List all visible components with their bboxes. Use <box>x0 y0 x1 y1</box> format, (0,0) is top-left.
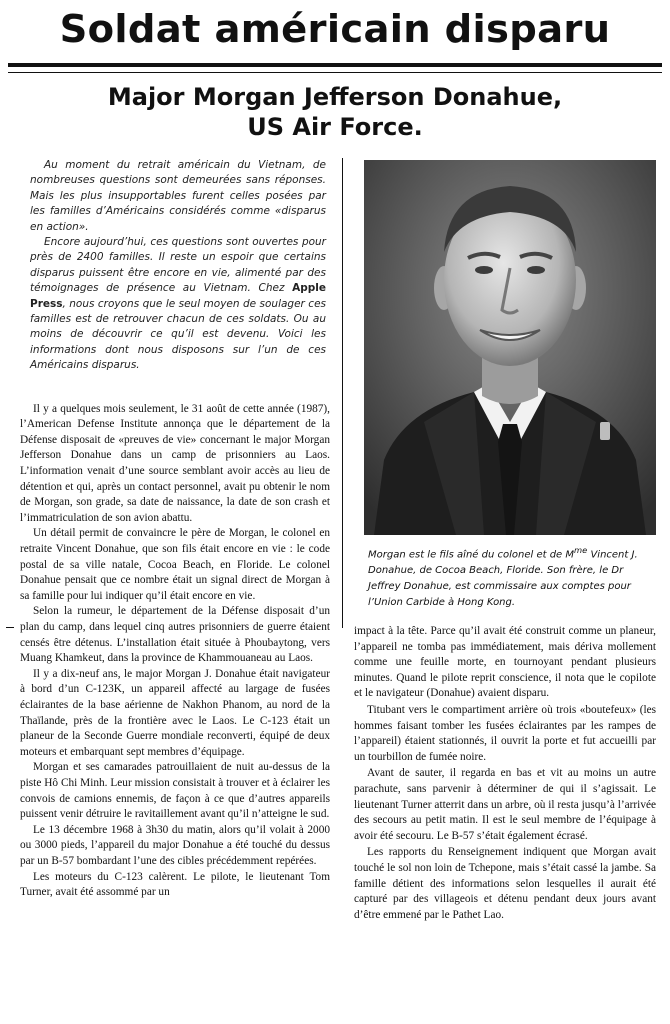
column-divider <box>342 158 343 628</box>
article-paragraph: Il y a quelques mois seulement, le 31 août de cette année (1987), l’American Defense Institute annonça que le département de la Défense disposait de «preuves de vie» concernant le major Morgan Jefferson Donahue dans un camp de prisonniers au Laos. L’information venait d’une source semblant avoir accès au lieu de détention et qui, après un contact personnel, avait pu obtenir le nom de Morgan, son grade, sa date de naissance, la date de son crash et l’immatriculation de son avion abattu. <box>20 402 330 524</box>
left-column <box>20 158 330 901</box>
brand-name: Apple Press <box>30 282 326 310</box>
caption-end: Vincent J. Donahue, de Cocoa Beach, Floride. Son frère, le Dr Jeffrey Donahue, est commissaire aux comptes pour l’Union Carbide à Hong Kong. <box>368 549 638 609</box>
article-paragraph: Selon la rumeur, le département de la Défense disposait d’un plan du camp, dans lequel cinq autres prisonniers de guerre étaient censés être détenus. L’installation était située à Phoubaytong, vers Muang Khamkeut, dans la province de Khammouaneau au Laos. <box>20 605 330 665</box>
article-paragraph: Un détail permit de convaincre le père de Morgan, le colonel en retraite Vincent Donahue, que son fils était encore en vie : le code postal de sa ville natale, Cocoa Beach, en Floride. Le colonel Donahue pensait que ce nombre était un signal direct de Morgan à sa famille pour lui indiquer qu’il était encore en vie. <box>20 527 330 602</box>
article-paragraph: Il y a dix-neuf ans, le major Morgan J. Donahue était navigateur à bord d’un C-123K, un appareil affecté au largage de fusées éclairantes de la base aérienne de Nakhon Phanom, au nord de la Thaïlande, près de la frontière avec le Laos. Le C-123 était un planeur de la Seconde Guerre mondiale reconverti, équipé de deux moteurs et embarquant sept membres d’équipage. <box>20 667 330 758</box>
intro-p2-start: Encore aujourd’hui, ces questions sont ouvertes pour près de 2400 familles. Il reste un espoir que certains disparus puissent être encore en vie, alimenté par des témoignages de présence au Vietnam. Chez <box>30 236 326 295</box>
article-body-left <box>20 402 330 901</box>
intro-paragraph-2 <box>30 235 326 374</box>
portrait-photo <box>364 160 656 535</box>
article-body-right <box>354 624 656 923</box>
article-paragraph: impact à la tête. Parce qu’il avait été construit comme un planeur, l’appareil ne tomba pas immédiatement, mais dériva mollement comme une feuille morte, en tournoyant pendant plusieurs minutes. Quand le pilote reprit conscience, il nota que le copilote et le navigateur (Donahue) avaient disparu. <box>354 625 656 700</box>
intro-block <box>20 158 330 374</box>
article-paragraph: Morgan et ses camarades patrouillaient de nuit au-dessus de la piste Hô Chi Minh. Leur mission consistait à trouver et à éclairer les convois de camions ennemis, de façon à ce que d’autres appareils puissent venir détruire le ravitaillement avant qu’il n’atteigne le sud. <box>20 761 330 821</box>
headline-line-2: US Air Force. <box>247 113 423 141</box>
article-paragraph: Les rapports du Renseignement indiquent que Morgan avait touché le sol non loin de Tchepone, mais s’était cassé la jambe. Sa famille détient des informations selon lesquelles il aurait été capturé par des villageois et détenu pendant deux jours avant d’être emmené par le Pathet Lao. <box>354 846 656 921</box>
right-column <box>354 624 656 923</box>
headline-line-1: Major Morgan Jefferson Donahue, <box>107 83 563 111</box>
masthead-rule-thick <box>8 63 662 67</box>
photo-caption <box>368 542 658 611</box>
margin-mark <box>6 627 14 628</box>
caption-superscript: me <box>574 545 588 555</box>
article-paragraph: Titubant vers le compartiment arrière où trois «boutefeux» (les hommes faisant tomber les fusées éclairantes par les rampes de l’appareil) étaient stationnés, il ouvrit la porte et fut accueilli par un tourbillon de fumée noire. <box>354 703 656 763</box>
article-paragraph: Le 13 décembre 1968 à 3h30 du matin, alors qu’il volait à 2000 ou 3000 pieds, l’appareil du major Donahue a été touché du dessus par un B-57 bombardant l’une des cibles précédemment repérées. <box>20 823 330 867</box>
masthead-title: Soldat américain disparu <box>59 7 611 52</box>
intro-p2-end: , nous croyons que le seul moyen de soulager ces familles est de retrouver chacun de ces soldats. Ou au moins de découvrir ce qu’il est devenu. Voici les informations dont nous disposons sur l’un de ces Américains disparus. <box>30 297 326 372</box>
caption-start: Morgan est le fils aîné du colonel et de M <box>368 549 575 561</box>
article-paragraph: Avant de sauter, il regarda en bas et vit au moins un autre parachute, sans parvenir à déterminer de qui il s’agissait. Le lieutenant Turner atterrit dans un arbre, où il resta jusqu’à l’arrivée des secours au petit matin. Il est le seul membre de l’équipage à avoir été secouru. Le B-57 s’était également écrasé. <box>354 767 656 842</box>
intro-paragraph-1: Au moment du retrait américain du Vietnam, de nombreuses questions sont demeurées sans réponses. Mais les plus insupportables furent celles posées par les familles d’Américains considérés comme «disparus en action». <box>30 159 326 233</box>
article-headline <box>40 82 630 142</box>
masthead-rule-thin <box>8 72 662 73</box>
article-paragraph: Les moteurs du C-123 calèrent. Le pilote, le lieutenant Tom Turner, avait été assommé par un <box>20 870 330 899</box>
